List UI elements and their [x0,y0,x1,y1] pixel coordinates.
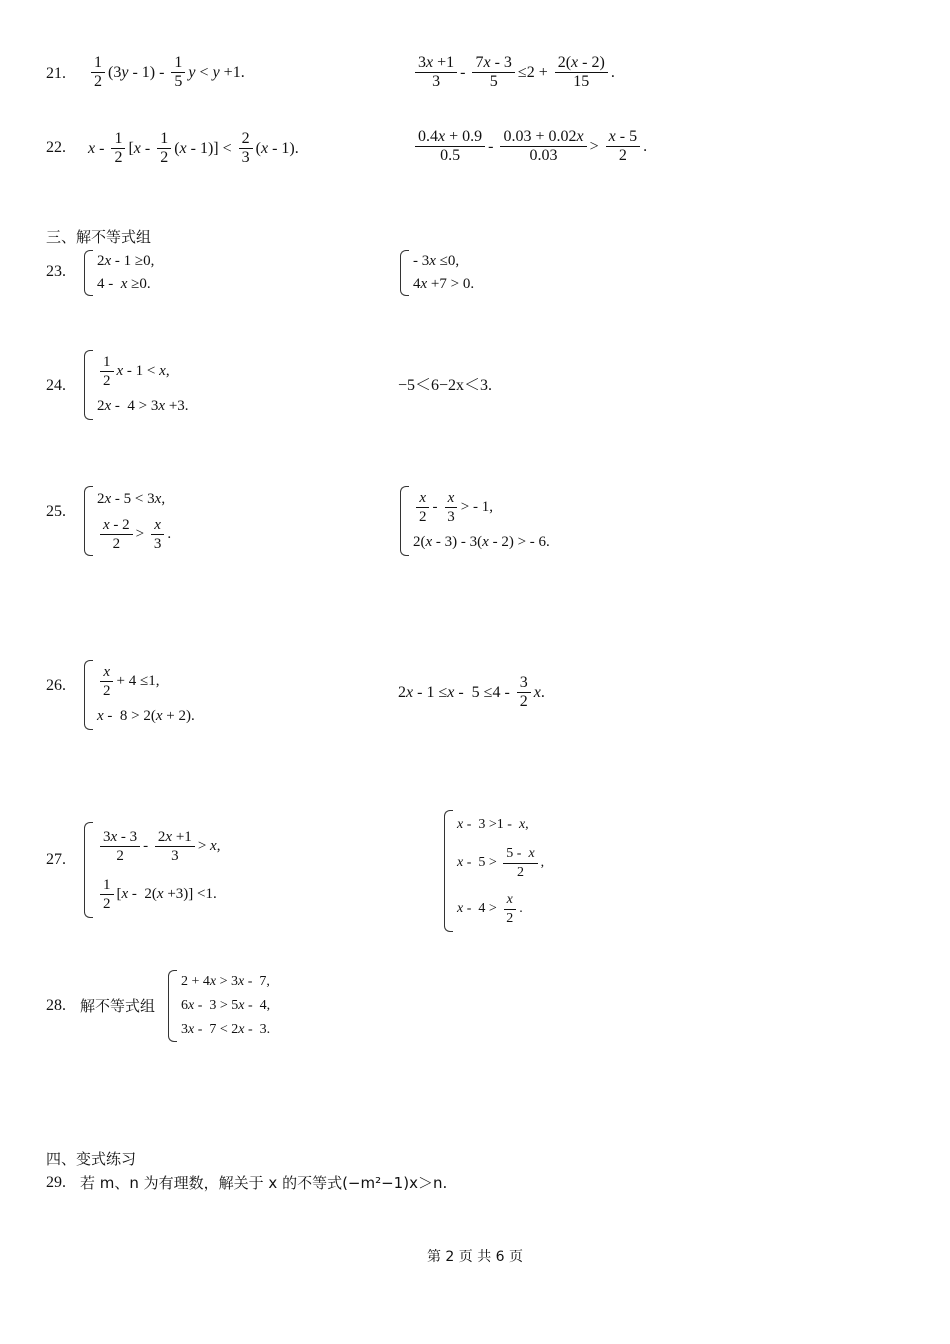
problem-21-right-inequality: $\frac{3x +1}{3}$ - $\frac{7x - 3}{5}$ ≤2 + $\frac{2(x - 2)}{15}$ . [412,54,615,91]
problem-22-left-inequality: x - $\frac{1}{2}$ [ x - $\frac{1}{2}$ ( x - 1)] < $\frac{2}{3}$ ( x - 1). [88,130,299,166]
problem-28-label: 解不等式组 [80,997,156,1015]
problem-23-number: 23. [46,263,66,280]
problem-27-left-system: $\frac{3x - 3}{2}$ - $\frac{2x +1}{3}$ > x , $\frac{1}{2}$ [ x - 2( x +3)] <1. [84,822,220,918]
problem-21-left-inequality: $\frac{1}{2}$ (3 y - 1) - $\frac{1}{5}$ y < y +1. [88,54,245,91]
section-four-heading: 四、变式练习 [46,1150,137,1168]
problem-22-number: 22. [46,139,66,156]
problem-26-number: 26. [46,677,66,694]
page-footer: 第 2 页 共 6 页 [426,1249,524,1265]
problem-21-number: 21. [46,65,66,82]
problem-22-right-inequality: $\frac{0.4x + 0.9}{0.5}$ - $\frac{0.03 + 0.02x}{0.03}$ > $\frac{x - 5}{2}$ . [412,128,647,165]
problem-26-right-inequality: 2 x - 1 ≤ x - 5 ≤4 - $\frac{3}{2}$ x . [398,674,545,710]
problem-24-right-inequality: −5＜6−2x＜3. [398,377,493,394]
problem-29-text: 若 m、n 为有理数，解关于 x 的不等式(−m²−1)x＞n. [80,1174,448,1192]
problem-24-number: 24. [46,377,66,394]
problem-28-system: 2 + 4 x > 3 x - 7, 6 x - 3 > 5 x - 4, 3 x - 7 < 2 x - 3. [168,970,270,1042]
problem-28-number: 28. [46,997,66,1014]
problem-25-right-system: $\frac{x}{2}$ - $\frac{x}{3}$ > - 1, 2( x - 3) - 3( x - 2) > - 6. [400,486,550,556]
problem-27-right-system: x - 3 >1 - x , x - 5 > $\frac{5 - x}{2}$ , x - 4 > $\frac{x}{2}$ . [444,810,544,932]
problem-27-number: 27. [46,851,66,868]
problem-24-left-system: $\frac{1}{2}$ x - 1 < x , 2 x - 4 > 3 x +3. [84,350,189,420]
section-three-heading: 三、解不等式组 [46,228,152,246]
problem-29-number: 29. [46,1174,66,1191]
problem-26-left-system: $\frac{x}{2}$ + 4 ≤1, x - 8 > 2( x + 2). [84,660,195,730]
problem-25-left-system: 2 x - 5 < 3 x , $\frac{x - 2}{2}$ > $\frac{x}{3}$ . [84,486,171,556]
problem-25-number: 25. [46,503,66,520]
problem-23-left-system: 2 x - 1 ≥0, 4 - x ≥0. [84,250,154,296]
problem-23-right-system: - 3 x ≤0, 4 x +7 > 0. [400,250,474,296]
